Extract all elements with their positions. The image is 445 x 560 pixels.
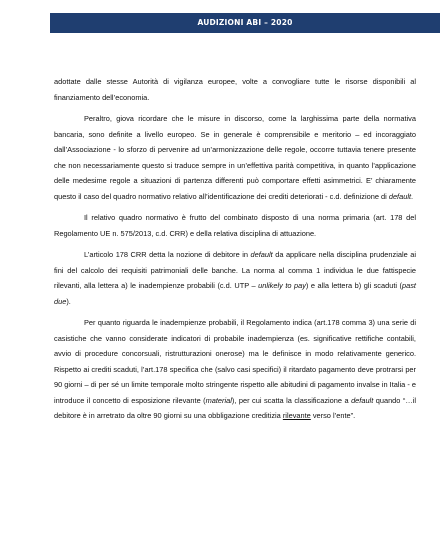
paragraph-2 <box>54 111 416 204</box>
paragraph-1: adottate dalle stesse Autorità di vigilanza europee, volte a convogliare tutte le risorse disponibili al finanziamento dell’economia. <box>54 77 416 102</box>
paragraph-5-text-2: ), per cui scatta la classificazione a <box>231 395 352 405</box>
paragraph-4-emphasis-2: unlikely to pay <box>258 281 306 290</box>
paragraph-2-end: . <box>411 191 414 201</box>
paragraph-5-text-3: quando “…il debitore è in arretrato da oltre 90 giorni su una obbligazione creditizia <box>54 395 416 420</box>
paragraph-5-emphasis-2: default <box>351 395 374 405</box>
paragraph-4-text-2: da applicare nella disciplina prudenziale ai fini del calcolo dei requisiti patrimoniali delle banche. La norma al comma 1 individua le due fattispecie rilevanti, alla lettera a) le inadempienze probabili (c.d. UTP – <box>54 250 416 290</box>
header-title: AUDIZIONI ABI – 2020 <box>197 18 293 27</box>
paragraph-5-text-1: Per quanto riguarda le inadempienze probabili, il Regolamento indica (art.178 comma 3) una serie di casistiche che vanno considerate indicatori di probabile inadempienza (es. significative rettifiche contabili, avvio di procedure concorsuali, ristrutturazioni onerose) ma le definisce in modo relativamente generico. Rispetto ai crediti scaduti, l’art.178 specifica che (salvo casi specifici) il ritardato pagamento deve protrarsi per 90 giorni – di per sé un limite temporale molto stringente rispetto alle abitudini di pagamento invalse in Italia - e introduce il concetto di esposizione rilevante ( <box>54 318 416 405</box>
paragraph-4-text-1: L’articolo 178 CRR detta la nozione di debitore in <box>84 250 251 259</box>
paragraph-3: Il relativo quadro normativo è frutto del combinato disposto di una norma primaria (art. 178 del Regolamento UE n. 575/2013, c.d. CRR) e della relativa disciplina di attuazione. <box>54 213 416 238</box>
paragraph-5-text-4: verso l’ente”. <box>310 411 356 420</box>
document-body <box>54 74 416 430</box>
page-header <box>50 13 440 33</box>
paragraph-4-text-4: ). <box>66 296 71 306</box>
paragraph-4-text-3: ) e alla lettera b) gli scaduti ( <box>305 281 403 290</box>
paragraph-2-text: Peraltro, giova ricordare che le misure in discorso, come la larghissima parte della normativa bancaria, sono definite a livello europeo. Se in generale è comprensibile e meritorio – ed incoraggiato dall’Associazione - lo sforzo di pervenire ad un’armonizzazione delle regole, occorre tuttavia tenere presente che non necessariamente questo si traduce sempre in un’effettiva parità competitiva, in quanto l’applicazione delle medesime regole a situazioni di partenza differenti può comportare effetti asimmetrici. E’ chiaramente questo il caso del quadro normativo relativo all’identificazione dei crediti deteriorati - c.d. definizione di <box>54 114 416 201</box>
paragraph-4-emphasis-3: past due <box>54 281 416 306</box>
paragraph-5 <box>54 315 416 424</box>
paragraph-5-underline: rilevante <box>282 411 311 420</box>
paragraph-2-emphasis: default <box>388 191 412 201</box>
paragraph-4-emphasis-1: default <box>250 250 273 259</box>
paragraph-4 <box>54 247 416 309</box>
paragraph-5-emphasis-1: material <box>205 395 232 405</box>
